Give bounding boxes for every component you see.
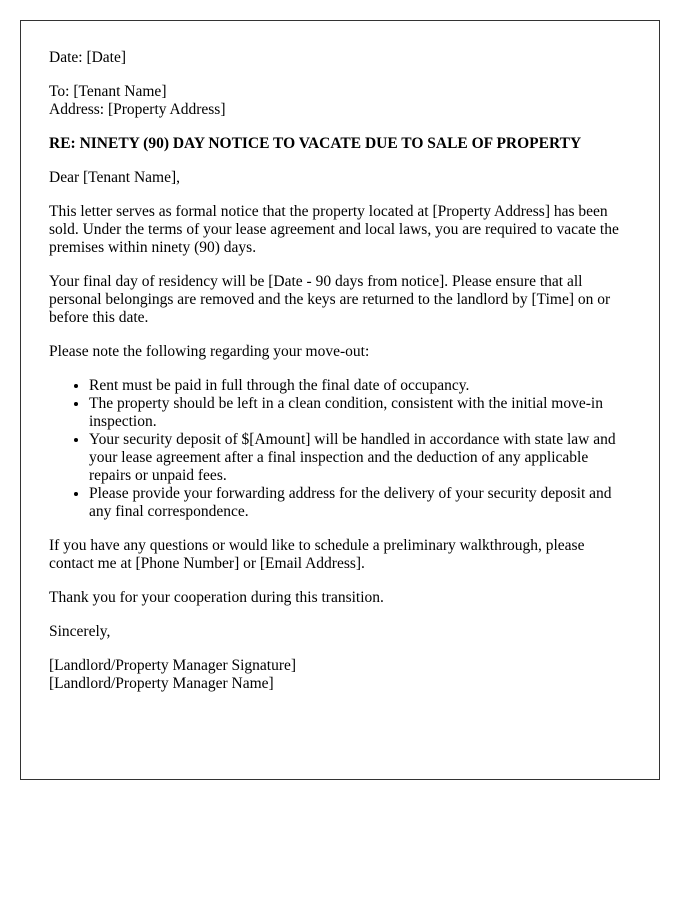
closing: Sincerely, — [49, 623, 111, 640]
recipient-name-line: To: [Tenant Name] — [49, 83, 167, 100]
list-item: • Your security deposit of $[Amount] will be handled in accordance with state law and your lease agreement after a final inspection and the deduction of any applicable repairs or unpaid fees. — [89, 431, 631, 485]
list-item: • Rent must be paid in full through the final date of occupancy. — [89, 377, 631, 395]
contact-paragraph: If you have any questions or would like to schedule a preliminary walkthrough, please contact me at [Phone Number] or [Email Address]. — [49, 537, 585, 572]
recipient-address-line: Address: [Property Address] — [49, 101, 226, 118]
date-block — [49, 49, 631, 67]
signature-line: [Landlord/Property Manager Signature] — [49, 657, 297, 674]
notice-paragraph: This letter serves as formal notice that the property located at [Property Address] has been sold. Under the terms of your lease agreement and local laws, you are required to vacate the premises within ninety (90) days. — [49, 203, 619, 256]
list-item: • The property should be left in a clean condition, consistent with the initial move-in inspection. — [89, 395, 631, 431]
move-out-intro-paragraph: Please note the following regarding your move-out: — [49, 343, 370, 360]
move-out-list — [49, 377, 631, 521]
salutation: Dear [Tenant Name], — [49, 169, 181, 186]
list-item: • Please provide your forwarding address for the delivery of your security deposit and any final correspondence. — [89, 485, 631, 521]
signature-block — [49, 657, 631, 693]
date-line: Date: [Date] — [49, 49, 127, 66]
final-day-paragraph: Your final day of residency will be [Date - 90 days from notice]. Please ensure that all personal belongings are removed and the keys are returned to the landlord by [Time] on or before this date. — [49, 273, 611, 326]
recipient-block — [49, 83, 631, 119]
signer-name-line: [Landlord/Property Manager Name] — [49, 675, 274, 692]
letter-page — [20, 20, 660, 780]
thanks-paragraph: Thank you for your cooperation during this transition. — [49, 589, 384, 606]
subject-line: RE: NINETY (90) DAY NOTICE TO VACATE DUE TO SALE OF PROPERTY — [49, 135, 582, 152]
